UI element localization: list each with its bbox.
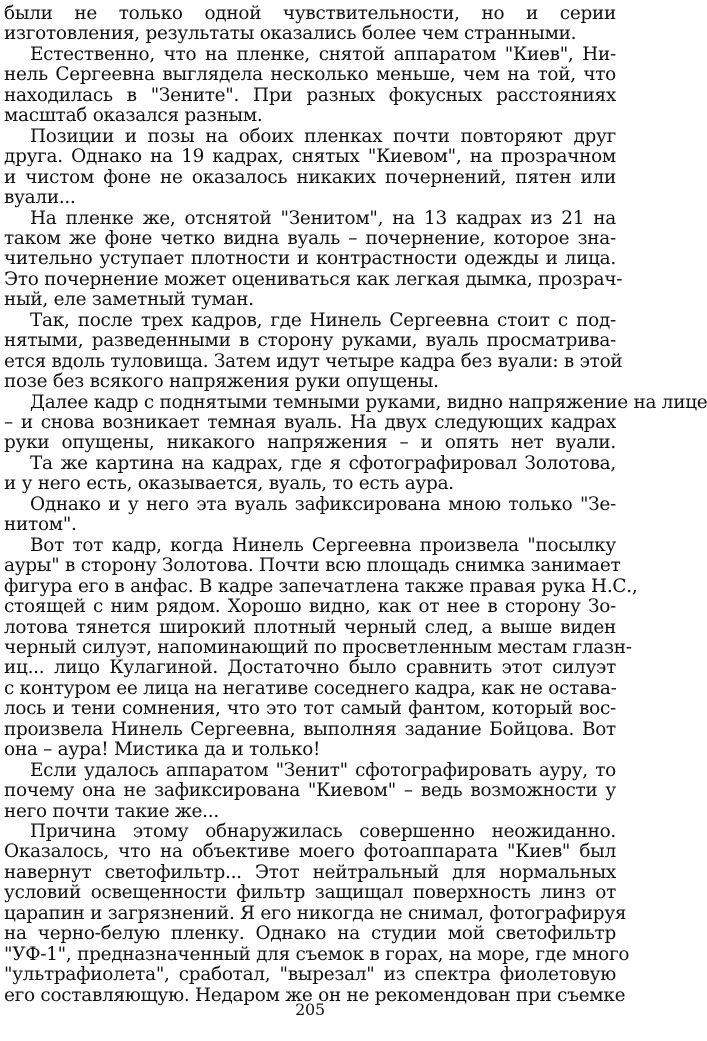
text-line: Позиции и позы на обоих пленках почти повторяют друг [30,125,616,147]
text-line: были не только одной чувствительности, но и серии [4,3,616,24]
text-line: стоящей с ним рядом. Хорошо видно, как от нее в сторону Зо- [4,596,616,617]
text-line: нель Сергеевна выглядела несколько меньше, чем на той, что [4,64,616,86]
text-line: – и снова возникает темная вуаль. На двух следующих кадрах [4,412,616,433]
text-line: и чистом фоне не оказалось никаких почернений, пятен или [4,166,616,188]
text-line: Вот тот кадр, когда Нинель Сергеевна произвела "посылку [30,534,616,556]
text-line: руки опущены, никакого напряжения – и опять нет вуали. [4,432,616,454]
text-line: фигура его в анфас. В кадре запечатлена также правая рука Н.С., [4,575,638,597]
text-line: условий освещенности фильтр защищал поверхность линз от [4,882,616,904]
text-line: друга. Однако на 19 кадрах, снятых "Киевом", на прозрачном [4,146,616,168]
text-line: него почти такие же... [4,800,219,822]
text-line: позе без всякого напряжения руки опущены. [4,371,439,393]
text-line: с контуром ее лица на негативе соседнего кадра, как не остава- [4,677,617,699]
text-line: На пленке же, отснятой "Зенитом", на 13 кадрах из 21 на [30,207,616,229]
text-line: почему она не зафиксирована "Киевом" – ведь возможности у [4,780,616,802]
text-line: Причина этому обнаружилась совершенно неожиданно. [30,821,616,842]
text-line: Естественно, что на пленке, снятой аппаратом "Киев", Ни- [30,43,616,65]
text-line: Если удалось аппаратом "Зенит" сфотографировать ауру, то [30,759,616,781]
text-line: иц... лицо Кулагиной. Достаточно было сравнить этот силуэт [4,657,616,679]
text-line: черный силуэт, напоминающий по просветленным местам глазн- [4,636,632,658]
text-line: на черно-белую пленку. Однако на студии мой светофильтр [4,923,616,945]
text-line: Это почернение может оцениваться как легкая дымка, прозрач- [4,268,623,290]
text-line: ется вдоль туловища. Затем идут четыре кадра без вуали: в этой [4,350,623,372]
text-line: "ультрафиолета", сработал, "вырезал" из спектра фиолетовую [4,964,616,986]
text-line: нятыми, разведенными в сторону руками, вуаль просматрива- [4,330,616,352]
text-line: лотова тянется широкий плотный черный след, а выше виден [4,616,616,638]
text-line: и у него есть, оказывается, вуаль, то есть аура. [4,473,454,495]
text-line: навернут светофильтр... Этот нейтральный для нормальных [4,861,616,883]
text-line: "УФ-1", предназначенный для съемок в горах, на море, где много [4,943,630,965]
text-line: таком же фоне четко видна вуаль – почернение, которое зна- [4,227,616,249]
text-line: лось и тени сомнения, что это тот самый фантом, который вос- [4,698,616,720]
text-line: масштаб оказался разным. [4,105,263,127]
text-line: его составляющую. Недаром же он не рекомендован при съемке [4,984,626,1006]
text-line: царапин и загрязнений. Я его никогда не снимал, фотографируя [4,902,627,924]
text-line: ауры" в сторону Золотова. Почти всю площадь снимка занимает [4,555,621,577]
text-line: Та же картина на кадрах, где я сфотографировал Золотова, [30,452,616,474]
text-line: вуали... [4,187,76,208]
text-line: Далее кадр с поднятыми темными руками, видно напряжение на лице [30,391,707,413]
text-line: произвела Нинель Сергеевна, выполняя задание Бойцова. Вот [4,718,616,740]
text-line: Однако и у него эта вуаль зафиксирована мною только "Зе- [30,493,616,515]
text-line: изготовления, результаты оказались более чем странными. [4,23,577,45]
text-line: ный, еле заметный туман. [4,289,254,311]
text-line: нитом". [4,514,77,536]
text-line: находилась в "Зените". При разных фокусных расстояниях [4,84,616,106]
text-line: Оказалось, что на объективе моего фотоаппарата "Киев" был [4,841,616,863]
text-line: она – аура! Мистика да и только! [4,739,321,761]
text-line: Так, после трех кадров, где Нинель Сергеевна стоит с под- [30,309,616,331]
page-number: 205 [295,1000,325,1019]
text-line: чительно уступает плотности и контрастности одежды и лица. [4,248,616,270]
